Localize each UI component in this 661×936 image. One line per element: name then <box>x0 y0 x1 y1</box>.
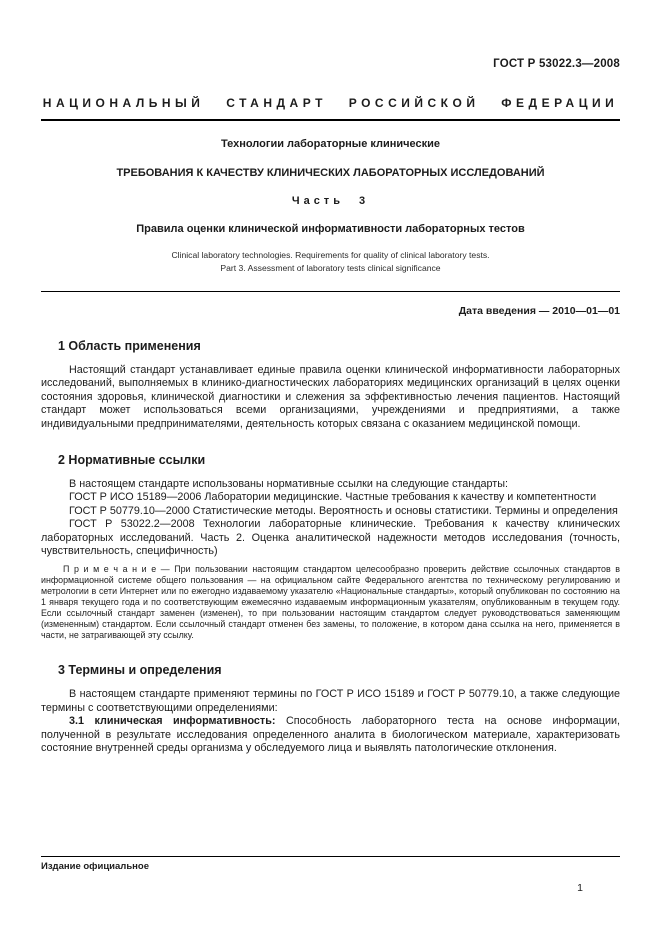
normative-reference-1: ГОСТ Р ИСО 15189—2006 Лаборатории медицинские. Частные требования к качеству и компетентности <box>69 491 597 504</box>
section-heading-3: 3 Термины и определения <box>58 663 222 678</box>
section-heading-2: 2 Нормативные ссылки <box>58 453 206 468</box>
term-definition <box>41 715 620 755</box>
effective-date: Дата введения — 2010—01—01 <box>458 305 620 317</box>
header-divider <box>41 119 620 121</box>
normative-reference-2: ГОСТ Р 50779.10—2000 Статистические методы. Вероятность и основы статистики. Термины и определения <box>69 504 618 517</box>
document-subject: Технологии лабораторные клинические <box>220 138 441 150</box>
title-divider <box>41 291 620 292</box>
standard-type-header: НАЦИОНАЛЬНЫЙ СТАНДАРТ РОССИЙСКОЙ ФЕДЕРАЦИИ <box>42 96 619 110</box>
doc-code: ГОСТ Р 53022.3—2008 <box>493 58 620 70</box>
section-2-intro: В настоящем стандарте использованы нормативные ссылки на следующие стандарты: <box>69 478 508 491</box>
section-2-note: П р и м е ч а н и е — При пользовании настоящим стандартом целесообразно проверить действие ссылочных стандартов в информационной системе общего пользования — на официальном сайте Федерального агентства по техническому регулированию и метрологии в сети Интернет или по ежегодно издаваемому указателю «Национальные стандарты», который опубликован по состоянию на 1 января текущего года и по соответствующим ежемесячно издаваемым информационным указателям, опубликованным в текущем году. Если ссылочный стандарт заменен (изменен), то при пользовании настоящим стандартом следует руководствоваться заменяющим (измененным) стандартом. Если ссылочный стандарт отменен без замены, то положение, в котором дана ссылка на него, применяется в части, не затрагивающей эту ссылку. <box>41 564 620 641</box>
title-block <box>41 138 620 275</box>
section-heading-1: 1 Область применения <box>58 339 201 353</box>
english-title-line1: Clinical laboratory technologies. Requirements for quality of clinical laboratory tests. <box>171 250 490 260</box>
normative-reference-3: ГОСТ Р 53022.2—2008 Технологии лабораторные клинические. Требования к качеству клинических лабораторных исследований. Часть 2. Оценка аналитической надежности методов исследования (точность, чувствительность, специфичность) <box>41 518 620 558</box>
section-3-intro: В настоящем стандарте применяют термины по ГОСТ Р ИСО 15189 и ГОСТ Р 50779.10, а также следующие термины с соответствующими определениями: <box>41 688 620 714</box>
page-footer <box>41 856 620 872</box>
english-title-line2: Part 3. Assessment of laboratory tests clinical significance <box>220 263 441 273</box>
part-title: Правила оценки клинической информативности лабораторных тестов <box>136 223 525 235</box>
english-title <box>41 249 620 275</box>
page-number: 1 <box>577 882 583 894</box>
edition-note: Издание официальное <box>41 861 149 872</box>
document-main-title: ТРЕБОВАНИЯ К КАЧЕСТВУ КЛИНИЧЕСКИХ ЛАБОРАТОРНЫХ ИССЛЕДОВАНИЙ <box>116 167 545 179</box>
term-definition-text: Способность лабораторного теста на основе информации, полученной в результате исследования определенного аналита в биологическом материале, характеризовать состояние внутренней среды организма у обследуемого лица и выявлять патологические отклонения. <box>41 715 621 755</box>
part-label: Часть 3 <box>291 195 370 207</box>
term-name: 3.1 клиническая информативность: <box>69 715 276 728</box>
section-1-paragraph: Настоящий стандарт устанавливает единые правила оценки клинической информативности лабораторных исследований, выполняемых в клинико-диагностических лабораториях медицинских организаций в целях оценки состояния здоровья, клинической диагностики и слежения за эффективностью лечения пациентов. Настоящий стандарт может использоваться всеми организациями, учреждениями и предприятиями, а также индивидуальными предпринимателями, деятельность которых связана с оказанием медицинской помощи. <box>41 364 620 430</box>
